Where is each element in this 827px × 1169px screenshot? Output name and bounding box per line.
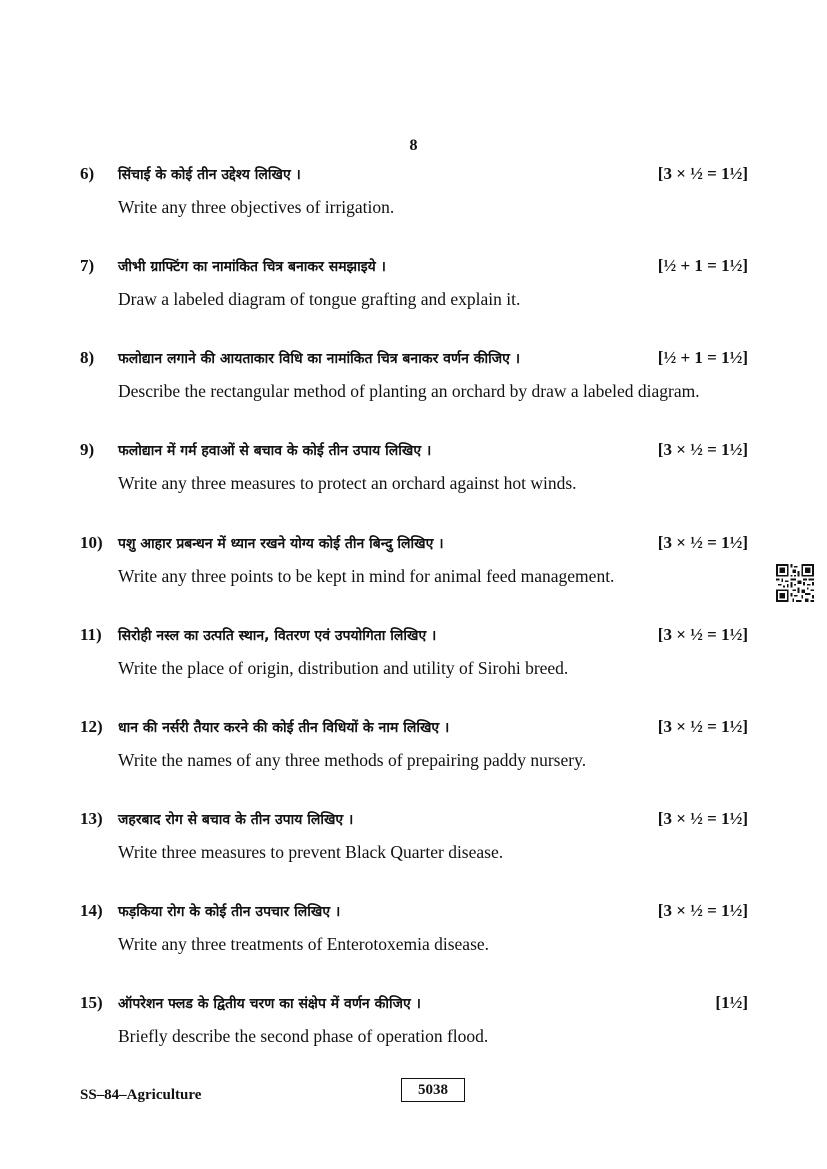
question-7 [80,256,748,326]
question-text-hindi: धान की नर्सरी तैयार करने की कोई तीन विधियों के नाम लिखिए । [118,720,450,736]
question-number: 14) [80,901,103,920]
question-text-english: Write any three treatments of Enterotoxemia disease. [118,934,490,954]
question-number: 8) [80,348,95,367]
question-marks: [½ + 1 = 1½] [657,256,748,275]
question-text-hindi: जीभी ग्राफ्टिंग का नामांकित चित्र बनाकर समझाइये । [118,259,386,275]
question-text-english: Write any three points to be kept in mind for animal feed management. [118,566,615,586]
question-marks: [3 × ½ = 1½] [657,901,748,920]
question-marks: [3 × ½ = 1½] [657,164,748,183]
question-9 [80,440,748,510]
question-marks: [3 × ½ = 1½] [657,717,748,736]
question-8 [80,348,748,418]
question-text-english: Write the names of any three methods of prepairing paddy nursery. [118,750,587,770]
question-marks: [3 × ½ = 1½] [657,809,748,828]
question-marks: [1½] [715,993,748,1012]
question-text-english: Write any three objectives of irrigation. [118,197,395,217]
question-11 [80,625,748,695]
question-15 [80,993,748,1063]
question-marks: [3 × ½ = 1½] [657,440,748,459]
question-text-hindi: ऑपरेशन फ्लड के द्वितीय चरण का संक्षेप में वर्णन कीजिए । [118,996,421,1012]
question-number: 9) [80,440,95,459]
page-code-box: 5038 [401,1078,465,1102]
question-number: 6) [80,164,95,183]
question-number: 15) [80,993,103,1012]
question-text-hindi: जहरबाद रोग से बचाव के तीन उपाय लिखिए । [118,812,354,828]
question-number: 10) [80,533,103,552]
question-text-hindi: फड़किया रोग के कोई तीन उपचार लिखिए । [118,904,341,920]
question-text-english: Describe the rectangular method of planting an orchard by draw a labeled diagram. [118,381,700,401]
page-number: 8 [409,137,418,154]
question-number: 12) [80,717,103,736]
paper-code: SS–84–Agriculture [80,1087,202,1103]
question-text-hindi: सिरोही नस्ल का उत्पति स्थान, वितरण एवं उपयोगिता लिखिए । [118,628,437,644]
question-text-hindi: सिंचाई के कोई तीन उद्देश्य लिखिए । [118,167,301,183]
question-text-hindi: फलोद्यान लगाने की आयताकार विधि का नामांकित चित्र बनाकर वर्णन कीजिए । [118,351,521,367]
question-6 [80,164,748,234]
question-text-english: Write the place of origin, distribution and utility of Sirohi breed. [118,658,569,678]
question-text-english: Briefly describe the second phase of operation flood. [118,1026,489,1046]
question-10 [80,533,748,603]
question-text-hindi: पशु आहार प्रबन्धन में ध्यान रखने योग्य कोई तीन बिन्दु लिखिए । [118,536,444,552]
qr-code-icon [776,564,814,602]
question-13 [80,809,748,879]
question-marks: [½ + 1 = 1½] [657,348,748,367]
question-14 [80,901,748,971]
question-number: 11) [80,625,102,644]
question-number: 7) [80,256,95,275]
question-text-english: Write any three measures to protect an orchard against hot winds. [118,473,577,493]
question-marks: [3 × ½ = 1½] [657,533,748,552]
question-number: 13) [80,809,103,828]
question-text-english: Draw a labeled diagram of tongue grafting and explain it. [118,289,521,309]
question-marks: [3 × ½ = 1½] [657,625,748,644]
question-12 [80,717,748,787]
question-text-hindi: फलोद्यान में गर्म हवाओं से बचाव के कोई तीन उपाय लिखिए । [118,443,432,459]
question-text-english: Write three measures to prevent Black Quarter disease. [118,842,504,862]
